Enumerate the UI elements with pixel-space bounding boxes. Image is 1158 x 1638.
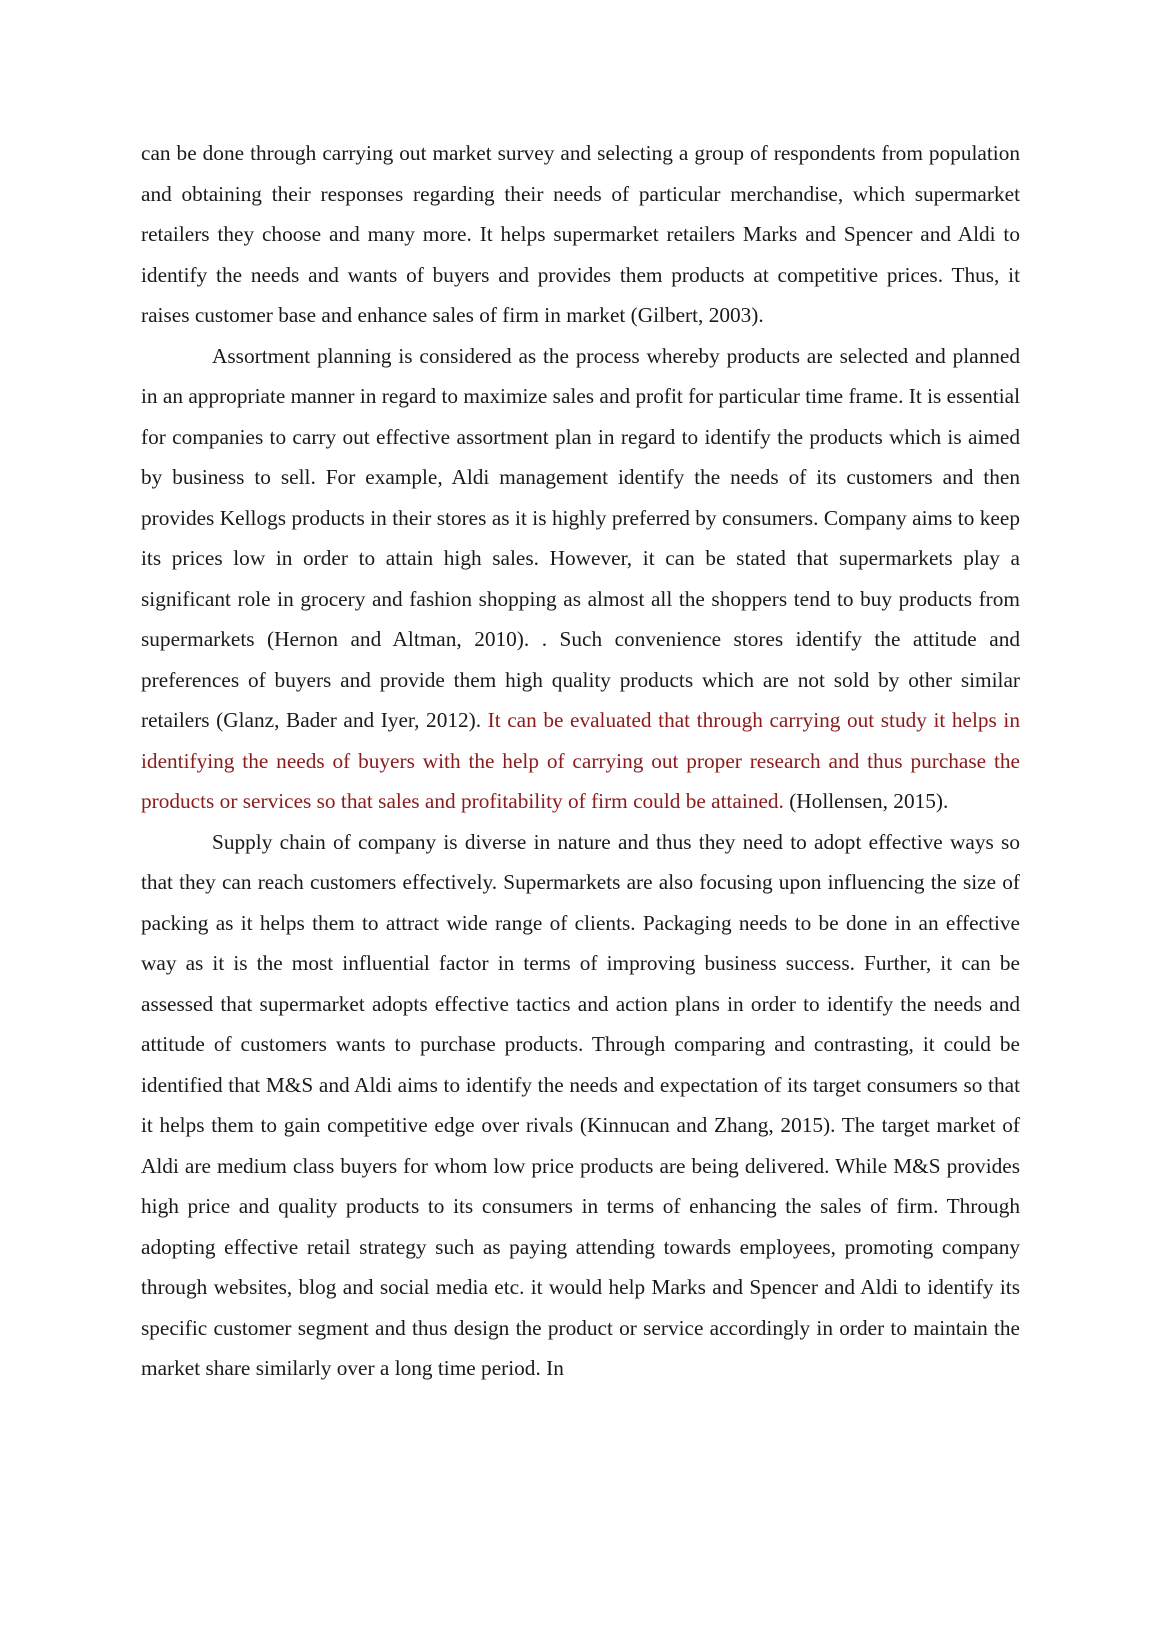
paragraph-text: Supply chain of company is diverse in nature and thus they need to adopt effective ways so that they can reach customers effectively. Supermarkets are also focusing upon influencing the size of packing as it helps them to attract wide range of clients. Packaging needs to be done in an effective way as it is the most influential factor in terms of improving business success. Further, it can be assessed that supermarket adopts effective tactics and action plans in order to identify the needs and attitude of customers wants to purchase products. Through comparing and contrasting, it could be identified that M&S and Aldi aims to identify the needs and expectation of its target consumers so that it helps them to gain competitive edge over rivals (Kinnucan and Zhang, 2015). The target market of Aldi are medium class buyers for whom low price products are being delivered. While M&S provides high price and quality products to its consumers in terms of enhancing the sales of firm. Through adopting effective retail strategy such as paying attending towards employees, promoting company through websites, blog and social media etc. it would help Marks and Spencer and Aldi to identify its specific customer segment and thus design the product or service accordingly in order to maintain the market share similarly over a long time period. In [141, 829, 1020, 1380]
paragraph-text: can be done through carrying out market survey and selecting a group of respondents from population and obtaining their responses regarding their needs of particular merchandise, which supermarket retailers they choose and many more. It helps supermarket retailers Marks and Spencer and Aldi to identify the needs and wants of buyers and provides them products at competitive prices. Thus, it raises customer base and enhance sales of firm in market (Gilbert, 2003). [141, 141, 1020, 327]
paragraph-supply-chain [141, 822, 1020, 1389]
citation-text: (Hollensen, 2015). [783, 789, 949, 813]
paragraph-text: Assortment planning is considered as the process whereby products are selected and planned in an appropriate manner in regard to maximize sales and profit for particular time frame. It is essential for companies to carry out effective assortment plan in regard to identify the products which is aimed by business to sell. For example, Aldi management identify the needs of its customers and then provides Kellogs products in their stores as it is highly preferred by consumers. Company aims to keep its prices low in order to attain high sales. However, it can be stated that supermarkets play a significant role in grocery and fashion shopping as almost all the shoppers tend to buy products from supermarkets (Hernon and Altman, 2010). . Such convenience stores identify the attitude and preferences of buyers and provide them high quality products which are not sold by other similar retailers (Glanz, Bader and Iyer, 2012). [141, 343, 1020, 732]
document-body [141, 133, 1020, 1389]
paragraph-assortment-planning [141, 336, 1020, 822]
paragraph-market-survey [141, 133, 1020, 336]
highlighted-sentence: It can be evaluated that through carrying out study it helps in identifying the needs of buyers with the help of carrying out proper research and thus purchase the products or services so that sales and profitability of firm could be attained. [141, 708, 1020, 813]
